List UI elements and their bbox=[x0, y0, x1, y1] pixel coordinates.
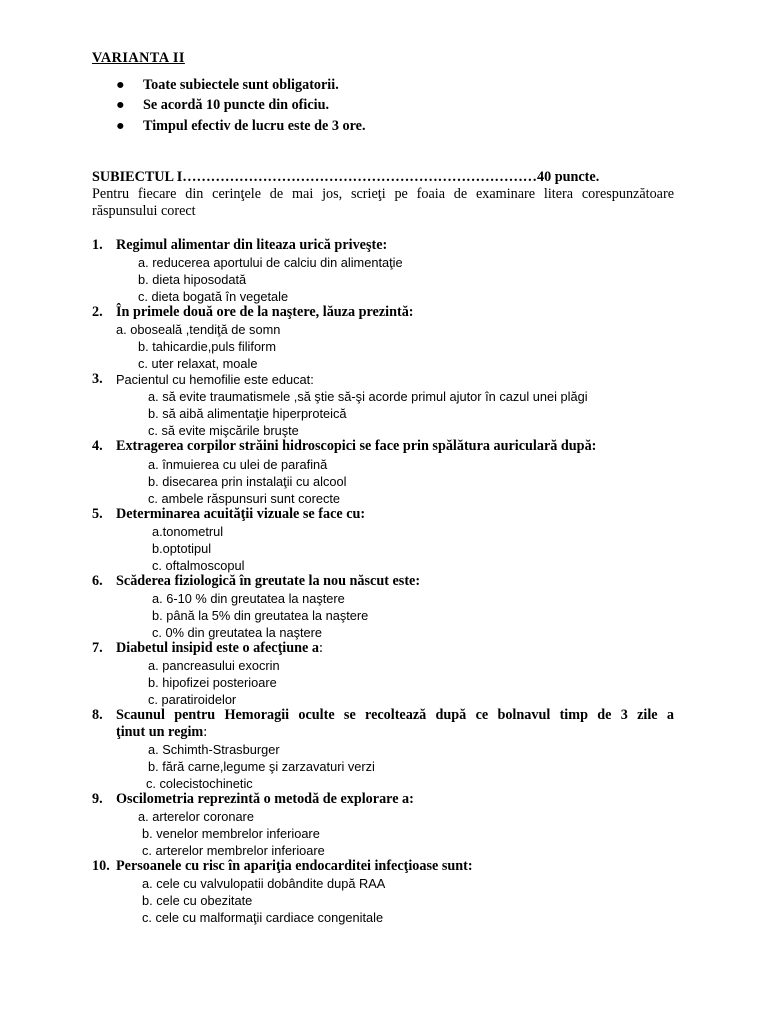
answer-option: a.tonometrul bbox=[152, 524, 224, 539]
rule-item: Timpul efectiv de lucru este de 3 ore. bbox=[143, 118, 366, 134]
answer-option: c. dieta bogată în vegetale bbox=[138, 289, 289, 304]
question-number: 8. bbox=[92, 707, 103, 723]
question-number: 1. bbox=[92, 237, 103, 253]
answer-option: c. arterelor membrelor inferioare bbox=[142, 843, 325, 858]
question-text: Oscilometria reprezintă o metodă de explorare a: bbox=[116, 791, 414, 807]
question-text: Determinarea acuităţii vizuale se face cu: bbox=[116, 506, 366, 522]
question-number: 10. bbox=[92, 858, 110, 874]
answer-option: a. să evite traumatismele ,să ştie să-şi acorde primul ajutor în cazul unei plăgi bbox=[148, 389, 588, 404]
answer-option: b. hipofizei posterioare bbox=[148, 675, 277, 690]
answer-option: a. 6-10 % din greutatea la naştere bbox=[152, 591, 345, 606]
answer-option: c. oftalmoscopul bbox=[152, 558, 245, 573]
question-suffix: : bbox=[318, 640, 323, 656]
question-number: 7. bbox=[92, 640, 103, 656]
question-text: În primele două ore de la naştere, lăuza prezintă: bbox=[116, 304, 414, 320]
answer-option: b.optotipul bbox=[152, 541, 212, 556]
answer-option: b. până la 5% din greutatea la naştere bbox=[152, 608, 369, 623]
answer-option: c. paratiroidelor bbox=[148, 692, 237, 707]
answer-option: c. să evite mişcările bruşte bbox=[148, 423, 299, 438]
question-text: Regimul alimentar din liteaza urică priveşte: bbox=[116, 237, 388, 253]
answer-option: a. arterelor coronare bbox=[138, 809, 254, 824]
rule-bullet: ● bbox=[116, 97, 125, 113]
question-number: 2. bbox=[92, 304, 103, 320]
question-number: 9. bbox=[92, 791, 103, 807]
answer-option: a. oboseală ,tendiţă de somn bbox=[116, 322, 281, 337]
question-text: Extragerea corpilor străini hidroscopici se face prin spălătura auriculară după: bbox=[116, 438, 597, 454]
question-text: Scăderea fiziologică în greutate la nou născut este: bbox=[116, 573, 421, 589]
answer-option: c. colecistochinetic bbox=[146, 776, 253, 791]
answer-option: b. venelor membrelor inferioare bbox=[142, 826, 320, 841]
question-number: 3. bbox=[92, 371, 103, 387]
answer-option: b. dieta hiposodată bbox=[138, 272, 247, 287]
answer-option: c. uter relaxat, moale bbox=[138, 356, 258, 371]
page-title: VARIANTA II bbox=[92, 50, 185, 66]
answer-option: c. 0% din greutatea la naştere bbox=[152, 625, 323, 640]
answer-option: b. să aibă alimentaţie hiperproteică bbox=[148, 406, 347, 421]
answer-option: a. pancreasului exocrin bbox=[148, 658, 280, 673]
answer-option: c. cele cu malformaţii cardiace congenitale bbox=[142, 910, 384, 925]
question-number: 5. bbox=[92, 506, 103, 522]
question-text: Persoanele cu risc în apariţia endocarditei infecţioase sunt: bbox=[116, 858, 473, 874]
rule-item: Toate subiectele sunt obligatorii. bbox=[143, 77, 339, 93]
question-suffix: : bbox=[203, 724, 208, 740]
subject-heading: SUBIECTUL I…………………………………………………………………40 puncte. bbox=[92, 169, 600, 185]
question-text-line2: ţinut un regim bbox=[116, 724, 204, 740]
answer-option: b. fără carne,legume şi zarzavaturi verzi bbox=[148, 759, 375, 774]
answer-option: a. cele cu valvulopatii dobândite după RAA bbox=[142, 876, 386, 891]
question-text: Pacientul cu hemofilie este educat: bbox=[116, 372, 314, 387]
answer-option: a. înmuierea cu ulei de parafină bbox=[148, 457, 328, 472]
question-text-wrap bbox=[116, 724, 207, 741]
question-text-wrap bbox=[116, 640, 323, 657]
subject-instructions: Pentru fiecare din cerinţele de mai jos, scrieţi pe foaia de examinare litera corespunzătoare bbox=[92, 186, 674, 202]
answer-option: c. ambele răspunsuri sunt corecte bbox=[148, 491, 341, 506]
answer-option: b. tahicardie,puls filiform bbox=[138, 339, 276, 354]
answer-option: b. disecarea prin instalaţii cu alcool bbox=[148, 474, 347, 489]
question-number: 4. bbox=[92, 438, 103, 454]
rule-bullet: ● bbox=[116, 118, 125, 134]
question-text: Diabetul insipid este o afecţiune a bbox=[116, 640, 319, 656]
rule-item: Se acordă 10 puncte din oficiu. bbox=[143, 97, 330, 113]
question-text: Scaunul pentru Hemoragii oculte se recoltează după ce bolnavul timp de 3 zile a bbox=[116, 707, 674, 723]
answer-option: a. Schimth-Strasburger bbox=[148, 742, 280, 757]
subject-instructions: răspunsului corect bbox=[92, 203, 196, 219]
answer-option: b. cele cu obezitate bbox=[142, 893, 253, 908]
answer-option: a. reducerea aportului de calciu din alimentaţie bbox=[138, 255, 403, 270]
rule-bullet: ● bbox=[116, 77, 125, 93]
question-number: 6. bbox=[92, 573, 103, 589]
